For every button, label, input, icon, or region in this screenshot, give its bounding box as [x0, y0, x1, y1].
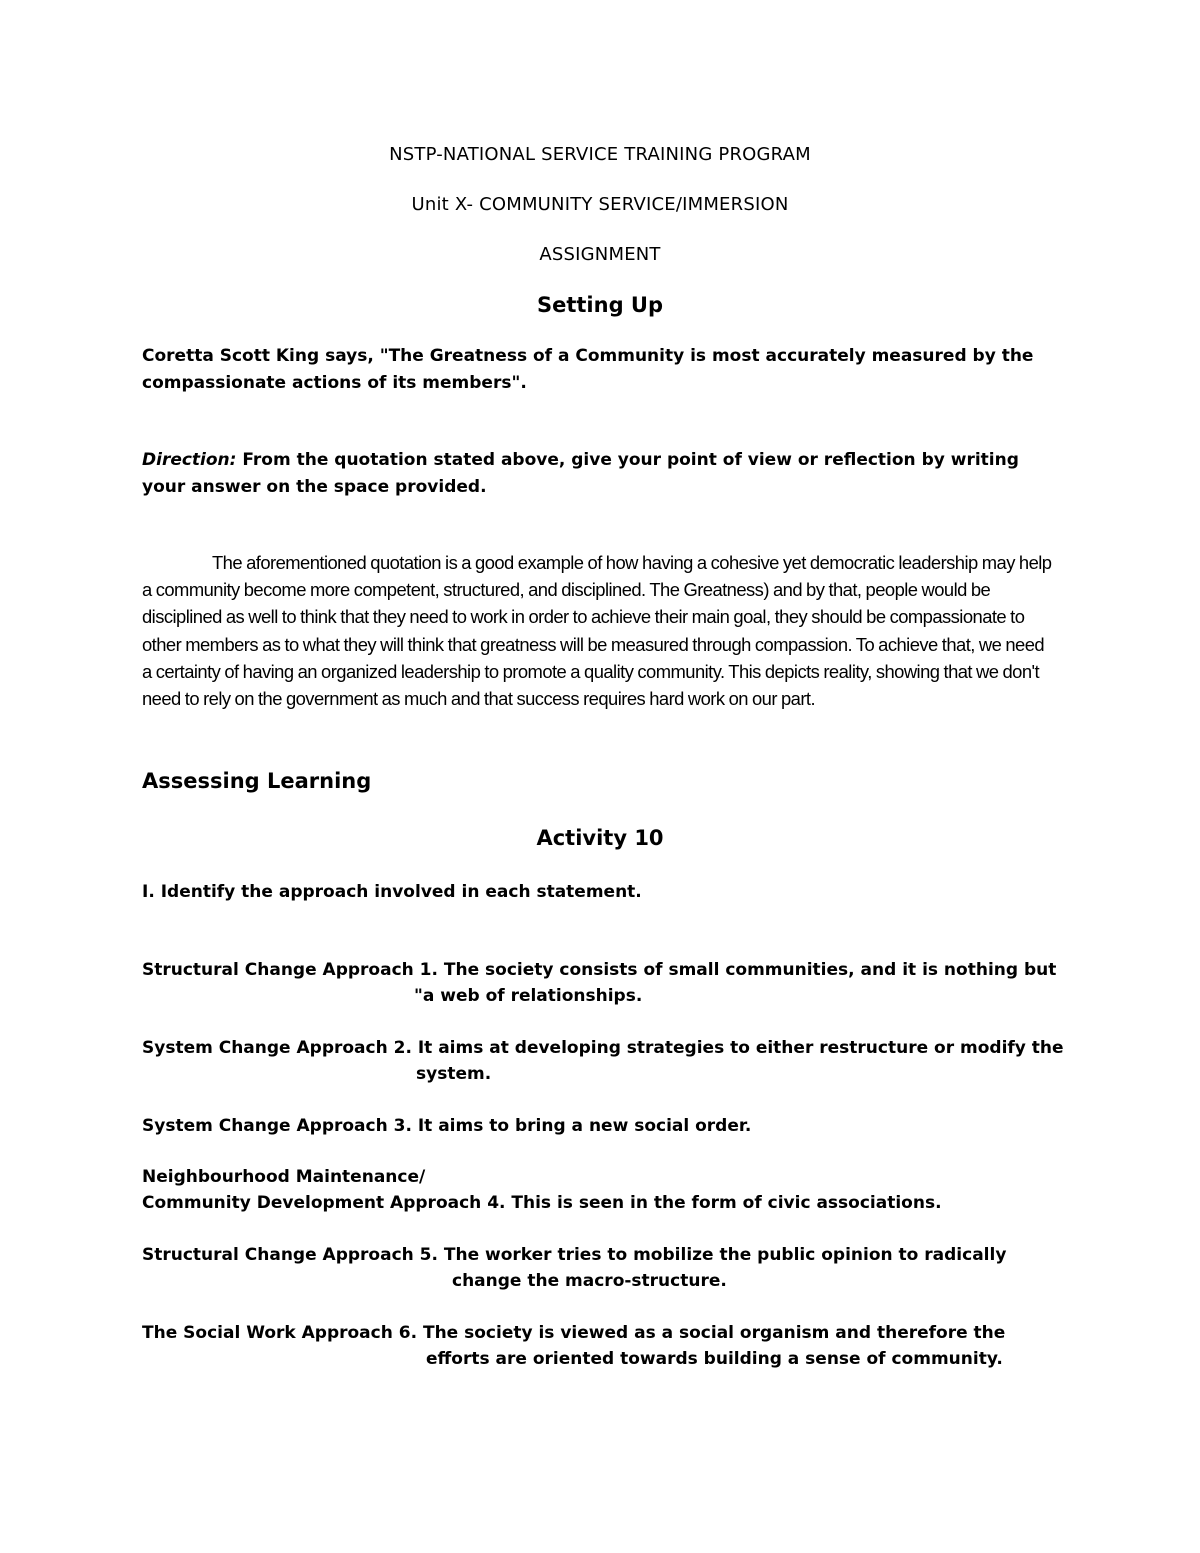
assignment-label: ASSIGNMENT	[539, 244, 661, 265]
item-statement-continued: system.	[416, 1064, 492, 1084]
assessing-learning-heading: Assessing Learning	[142, 769, 372, 793]
item-answer-line1: Neighbourhood Maintenance/	[142, 1167, 426, 1187]
activity-instruction: I. Identify the approach involved in each statement.	[142, 882, 642, 902]
activity-heading: Activity 10	[536, 826, 664, 850]
item-answer: Structural Change Approach	[142, 1245, 414, 1265]
list-item	[142, 957, 1056, 1009]
list-item	[142, 1113, 751, 1139]
item-answer: System Change Approach	[142, 1116, 388, 1136]
item-statement: 2. It aims at developing strategies to either restructure or modify the	[387, 1038, 1064, 1058]
list-item	[142, 1320, 1005, 1372]
item-statement: 6. The society is viewed as a social organism and therefore the	[392, 1323, 1006, 1343]
item-statement-continued: "a web of relationships.	[414, 986, 643, 1006]
reflection-answer-text: The aforementioned quotation is a good example of how having a cohesive yet democratic leadership may help a community become more competent, structured, and disciplined. The Greatness) and by that, people would be disciplined as well to think that they need to work in order to achieve their main goal, they should be compassionate to other members as to what they will think that greatness will be measured through compassion. To achieve that, we need a certainty of having an organized leadership to promote a quality community. This depicts reality, showing that we don't need to rely on the government as much and that success requires hard work on our part.	[142, 552, 1052, 710]
list-item	[142, 1242, 1006, 1294]
item-answer: Community Development Approach	[142, 1193, 482, 1213]
list-item	[142, 1035, 1064, 1087]
item-statement: 5. The worker tries to mobilize the public opinion to radically	[413, 1245, 1007, 1265]
direction-paragraph	[142, 447, 1062, 501]
unit-title: Unit X- COMMUNITY SERVICE/IMMERSION	[411, 194, 789, 215]
course-title: NSTP-NATIONAL SERVICE TRAINING PROGRAM	[389, 144, 811, 165]
reflection-answer	[142, 549, 1057, 712]
direction-label: Direction:	[142, 450, 237, 470]
item-statement: 1. The society consists of small communities, and it is nothing but	[413, 960, 1057, 980]
direction-text: From the quotation stated above, give your point of view or reflection by writing your answer on the space provided.	[142, 450, 1019, 497]
item-statement: 4. This is seen in the form of civic associations.	[481, 1193, 942, 1213]
item-answer: The Social Work Approach	[142, 1323, 393, 1343]
list-item	[142, 1164, 942, 1216]
item-statement-continued: change the macro-structure.	[452, 1271, 727, 1291]
item-answer: System Change Approach	[142, 1038, 388, 1058]
item-answer: Structural Change Approach	[142, 960, 414, 980]
setting-up-heading: Setting Up	[536, 293, 664, 317]
quote-paragraph: Coretta Scott King says, "The Greatness of a Community is most accurately measured by the compassionate actions of its members".	[142, 346, 1034, 393]
item-statement: 3. It aims to bring a new social order.	[387, 1116, 752, 1136]
item-statement-continued: efforts are oriented towards building a sense of community.	[426, 1349, 1003, 1369]
